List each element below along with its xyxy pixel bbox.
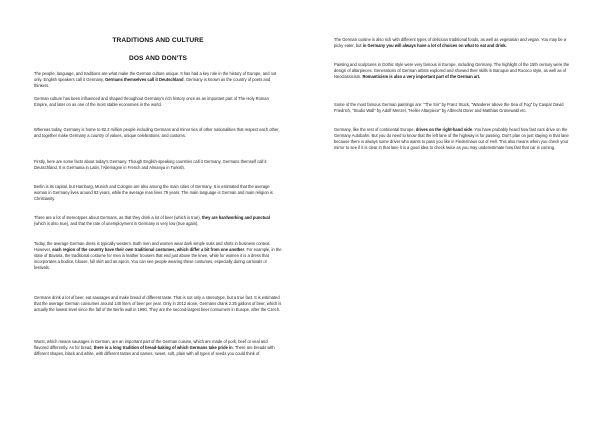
paragraph-stereotypes: There are a lot of stereotypes about Germans, as that they drink a lot of beer (which is true), they are hardworking and punctual (which is also true), and that the rate of unemployment in Germany is very low (true again). xyxy=(34,215,270,227)
paragraph-beer: Germans drink a lot of beer, eat sausages and make bread of different taste. That is not only a stereotype, but a true fact. It is estimated that the average German consumes around 140 liters of beer per year. Only in 2012 alone, Germans drank 2.25 gallons of beer, which is actually the lowest level since the fall of the Berlin wall in 1990. They are the second-largest beer consumers in Europe, after the Czech. xyxy=(34,295,282,313)
paragraph-wurst: Wurst, which means sausages in German, are an important part of the German cuisine, which are made of pork, beef or veal and flavored differently. As for bread, there is a long tradition of bread-baking of which Germans take pride in. There are breads with different shapes, black and white, with different tastes and names, sweet, soft, plain with all types of seeds you could think of. xyxy=(34,339,275,357)
paragraph-intro: The people, language, and traditions are what make the German culture unique. It has had a key role in the history of Europe, and not only. English speakers call it Germany, Germans themselves call it Deutschland. Germany is known as the country of poets and thinkers. xyxy=(34,71,277,89)
paragraph-population: Whereas today, Germany is home to 82.2 million people including Germans and minor ties of other nationalities that respect each other, and together make Germany a country of values, unique celebrations, and customs. xyxy=(34,127,280,139)
document-subtitle: DOS AND DON'TS xyxy=(128,55,188,62)
paragraph-cities: Berlin is its capital, but Hamburg, Munich and Cologne are also among the main cities of Germany. It is estimated that the average woman in Germany lives around 83 years, while the average man lives 79 years. The main language is German and main religion is Christianity. xyxy=(34,184,273,202)
paragraph-dress: Today, the average German dress is typically western. Both men and women wear dark simple suits and shirts in business context. However, each region of the country have their own traditional costumes, which differ a bit from one another. For example, in the state of Bavaria, the traditional costume for men is leather trousers that end just above the knee, while for women it is a dress that incorporates a bodice, blouse, full skirt and an apron. You can see people wearing these costumes, especially during carnivals or festivals. xyxy=(34,241,282,271)
paragraph-cuisine: The German cuisine is also rich with different types of delicious traditional foods, as well as vegetarian and vegan. You may be a picky eater, but in Germany you will always have a lot of choices on what to eat and drink. xyxy=(334,37,567,49)
paragraph-paintings: Some of the most famous German paintings are: "The Sin" by Franz Stuck, "Wanderer above the Sea of Fog" by Caspar David Friedrich, "Studio Wall" by Adolf Menzel, "Heller Altarpiece" by Albrecht Dürer and Matthias Grünewald etc. xyxy=(334,102,564,114)
paragraph-driving: Germany, like the rest of continental Europe, drives on the right-hand side. You have probably heard how fast cars drive on the Germany Autobahn. But you do need to know that the left lane of the highway is for passing. Don't plan on just staying in that lane because there is always some driver who wants to pass you like in Fiedermaus out of Hell. This also means when you check your mirror to see if it is clear in that lane it is a good idea to check twice as you may underestimate how fast that car is coming. xyxy=(334,127,569,151)
document-title: TRADITIONS AND CULTURE xyxy=(112,37,204,44)
paragraph-influence: German culture has been influenced and shaped throughout Germany's rich history once as an important part of The Holy Roman Empire, and later on as one of the most stable economies in the world. xyxy=(34,96,269,108)
paragraph-art: Painting and sculptures in Gothic style were very famous in Europe, including Germany. The highlight of the 15th century were the design of altarpieces. Generations of German artists explored and showed their skills in Baroque and Rococo style, as well as of Neoclassicism. Romanticism is also a very important part of the German art. xyxy=(334,62,570,80)
paragraph-facts: Firstly, here are some facts about today's Germany. Though English-speaking countries call it Germany, Germans themself call it Deutschland. It is Germania in Latin, l'Allemagne in French and Almanya in Turkish. xyxy=(34,159,267,171)
